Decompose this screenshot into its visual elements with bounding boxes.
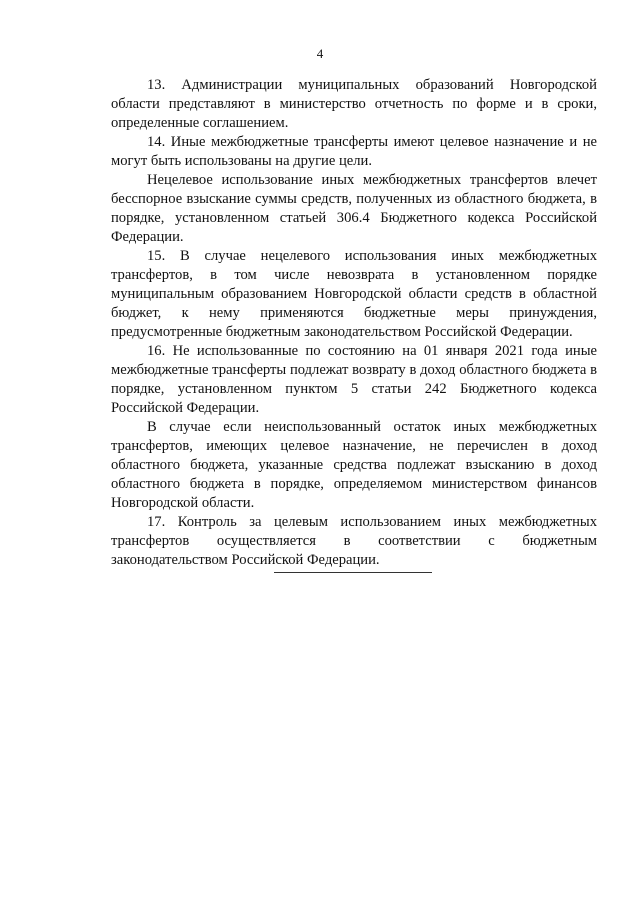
paragraph-15: 15. В случае нецелевого использования иных межбюджетных трансфертов, в том числе невозврата в установленном порядке муниципальным образованием Новгородской области средств в областной бюджет, к нему применяются бюджетные меры принуждения, предусмотренные бюджетным законодательством Российской Федерации. (111, 248, 597, 340)
paragraph-13: 13. Администрации муниципальных образований Новгородской области представляют в министерство отчетность по форме и в сроки, определенные соглашением. (111, 77, 597, 131)
end-divider (274, 572, 432, 573)
paragraph-16-continuation: В случае если неиспользованный остаток иных межбюджетных трансфертов, имеющих целевое назначение, не перечислен в доход областного бюджета, указанные средства подлежат взысканию в доход областного бюджета в порядке, определяемом министерством финансов Новгородской области. (111, 419, 597, 511)
paragraph-14: 14. Иные межбюджетные трансферты имеют целевое назначение и не могут быть использованы на другие цели. (111, 134, 597, 169)
paragraph-17: 17. Контроль за целевым использованием иных межбюджетных трансфертов осуществляется в соответствии с бюджетным законодательством Российской Федерации. (111, 514, 597, 568)
page-number: 4 (316, 46, 324, 61)
paragraph-16: 16. Не использованные по состоянию на 01 января 2021 года иные межбюджетные трансферты подлежат возврату в доход областного бюджета в порядке, установленном пунктом 5 статьи 242 Бюджетного кодекса Российской Федерации. (111, 343, 597, 416)
paragraph-14-continuation: Нецелевое использование иных межбюджетных трансфертов влечет бесспорное взыскание суммы средств, полученных из областного бюджета, в порядке, установленном статьей 306.4 Бюджетного кодекса Российской Федерации. (111, 172, 597, 245)
document-body (111, 76, 597, 570)
